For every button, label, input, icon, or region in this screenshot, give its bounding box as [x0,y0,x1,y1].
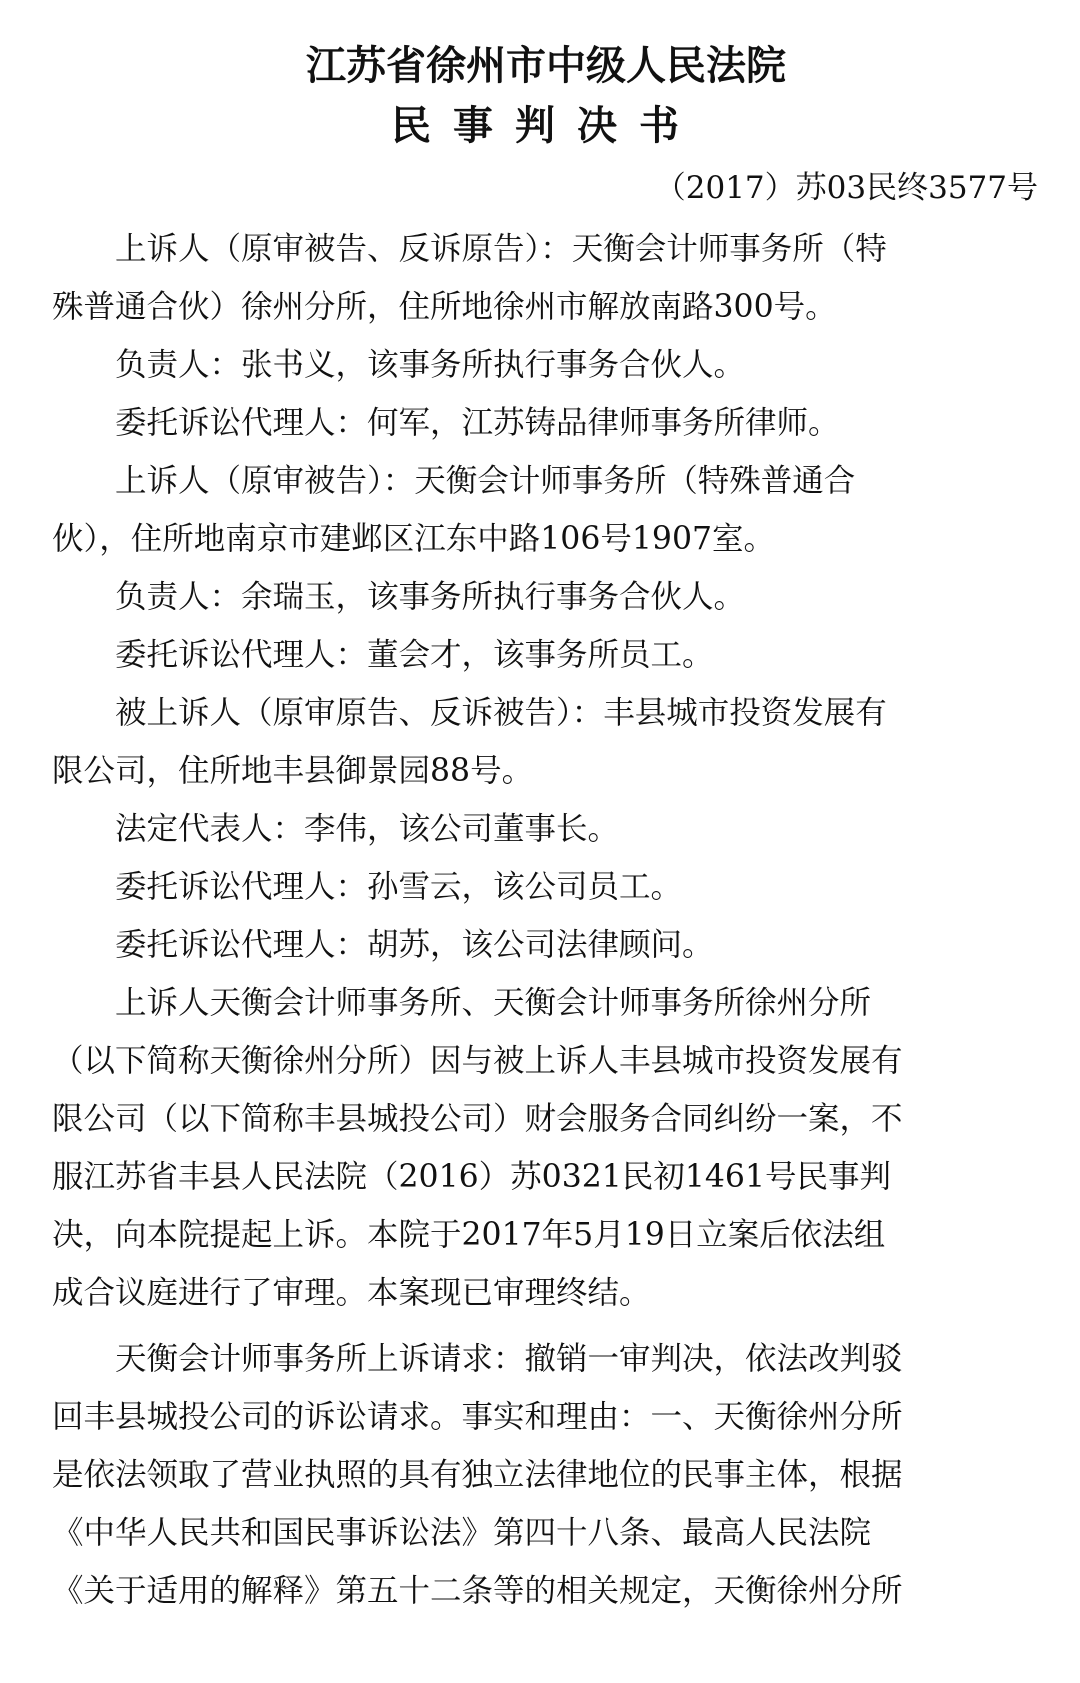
text-line: 上诉人（原审被告、反诉原告）：天衡会计师事务所（特 [115,231,887,267]
text-line: 《中华人民共和国民事诉讼法》第四十八条、最高人民法院 [52,1515,872,1551]
text-line: 委托诉讼代理人：孙雪云，该公司员工。 [115,869,683,905]
party-appellee-agent-2 [52,916,1040,974]
party-appellant-branch [52,220,1040,336]
text-line: 限公司（以下简称丰县城投公司）财会服务合同纠纷一案，不 [52,1101,903,1137]
party-appellant-firm [52,452,1040,568]
text-line: 《关于适用的解释》第五十二条等的相关规定，天衡徐州分所 [52,1573,903,1609]
text-line: 成合议庭进行了审理。本案现已审理终结。 [52,1275,651,1311]
party-branch-agent [52,394,1040,452]
party-firm-principal [52,568,1040,626]
document-type: 民事判决书 [391,103,701,149]
party-appellee [52,684,1040,800]
court-name: 江苏省徐州市中级人民法院 [306,43,786,89]
text-line: 伙），住所地南京市建邺区江东中路106号1907室。 [52,521,776,557]
party-firm-agent [52,626,1040,684]
text-line: 上诉人天衡会计师事务所、天衡会计师事务所徐州分所 [115,985,872,1021]
text-line: 限公司，住所地丰县御景园88号。 [52,753,534,789]
text-line: 负责人：余瑞玉，该事务所执行事务合伙人。 [115,579,746,615]
text-line: 上诉人（原审被告）：天衡会计师事务所（特殊普通合 [115,463,856,499]
text-line: 殊普通合伙）徐州分所，住所地徐州市解放南路300号。 [52,289,837,325]
text-line: 是依法领取了营业执照的具有独立法律地位的民事主体，根据 [52,1457,903,1493]
text-line: 委托诉讼代理人：董会才，该事务所员工。 [115,637,714,673]
case-background-paragraph [52,974,1040,1322]
party-branch-principal [52,336,1040,394]
text-line: 服江苏省丰县人民法院（2016）苏0321民初1461号民事判 [52,1159,891,1195]
text-line: 决，向本院提起上诉。本院于2017年5月19日立案后依法组 [52,1217,886,1253]
text-line: 天衡会计师事务所上诉请求：撤销一审判决，依法改判驳 [115,1341,903,1377]
party-appellee-agent-1 [52,858,1040,916]
case-number: （2017）苏03民终3577号 [654,170,1038,206]
text-line: 委托诉讼代理人：何军，江苏铸品律师事务所律师。 [115,405,840,441]
party-appellee-representative [52,800,1040,858]
text-line: 负责人：张书义，该事务所执行事务合伙人。 [115,347,746,383]
text-line: 委托诉讼代理人：胡苏，该公司法律顾问。 [115,927,714,963]
appeal-claims-paragraph [52,1330,1040,1620]
text-line: （以下简称天衡徐州分所）因与被上诉人丰县城市投资发展有 [52,1043,903,1079]
text-line: 法定代表人：李伟，该公司董事长。 [115,811,620,847]
text-line: 被上诉人（原审原告、反诉被告）：丰县城市投资发展有 [115,695,887,731]
text-line: 回丰县城投公司的诉讼请求。事实和理由：一、天衡徐州分所 [52,1399,903,1435]
